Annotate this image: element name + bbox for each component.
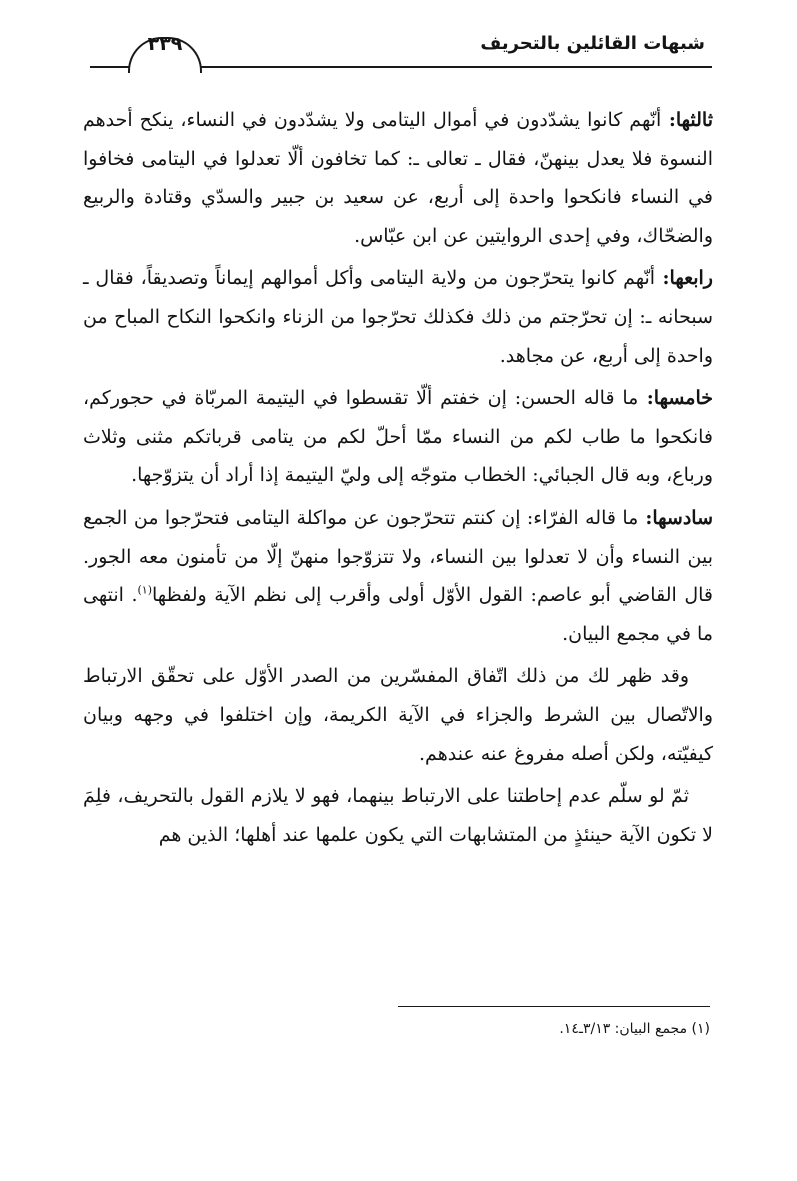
paragraph-lead: سادسها: [638,506,713,529]
paragraph-sixth [83,499,713,653]
paragraph-third [83,101,713,255]
paragraph-fifth [83,379,713,495]
paragraph-text: ما قاله الفرّاء: إن كنتم تتحرّجون عن مواكلة اليتامى فتحرّجوا من الجمع بين النساء وأن لا تعدلوا بين النساء، ولا تتزوّجوا منهنّ إلّا من تأمنون معه الجور. قال القاضي أبو عاصم: القول الأوّل أولى وأقرب إلى نظم الآية ولفظها [83,506,713,607]
body-text [83,101,713,858]
footnote-reference[interactable]: (١) [137,583,153,597]
paragraph-lead: ثالثها: [661,109,714,131]
paragraph-fourth [83,259,713,375]
page-number: ٣٣٩ [147,33,183,55]
paragraph-text: أنّهم كانوا يتحرّجون من ولاية اليتامى وأكل أموالهم إيماناً وتصديقاً، فقال ـ سبحانه ـ: إن تحرّجتم من ذلك فكذلك تحرّجوا من الزناء وانكحوا النكاح المباح من واحدة إلى أربع، عن مجاهد. [83,267,713,367]
paragraph-lead: رابعها: [655,267,713,290]
paragraph-continuation [83,777,713,854]
paragraph-text: أنّهم كانوا يشدّدون في أموال اليتامى ولا يشدّدون في النساء، ينكح أحدهم النسوة فلا يعدل بينهنّ، فقال ـ تعالى ـ: كما تخافون ألّا تعدلوا في اليتامى فخافوا في النساء فانكحوا واحدة إلى أربع، عن سعيد بن جبير والسدّي وقتادة والربيع والضحّاك، وفي إحدى الروايتين عن ابن عبّاس. [83,109,714,247]
running-title: شبهات القائلين بالتحريف [480,33,705,54]
paragraph-text-tail: . انتهى ما في مجمع البيان. [83,584,713,645]
footnote-rule [398,1006,710,1007]
paragraph-text: ما قاله الحسن: إن خفتم ألّا تقسطوا في اليتيمة المربّاة في حجوركم، فانكحوا ما طاب لكم من النساء ممّا أحلّ لكم من يتامى قرباتكم مثنى وثلاث ورباع، وبه قال الجبائي: الخطاب متوجّه إلى وليّ اليتيمة إذا أراد أن يتزوّجها. [83,387,713,487]
paragraph-lead: خامسها: [638,387,713,410]
paragraph-text: ثمّ لو سلّم عدم إحاطتنا على الارتباط بينهما، فهو لا يلازم القول بالتحريف، فلِمَ لا تكون الآية حينئذٍ من المتشابهات التي يكون علمها عند أهلها؛ الذين هم [83,785,713,846]
paragraph-text: وقد ظهر لك من ذلك اتّفاق المفسّرين من الصدر الأوّل على تحقّق الارتباط والاتّصال بين الشرط والجزاء في الآية الكريمة، وإن اختلفوا في وجهه وبيان كيفيّته، ولكن أصله مفروغ عنه عندهم. [83,665,713,765]
footnote: (١) مجمع البيان: ٣/١٣ـ١٤. [559,1021,710,1037]
paragraph-conclusion [83,657,713,773]
